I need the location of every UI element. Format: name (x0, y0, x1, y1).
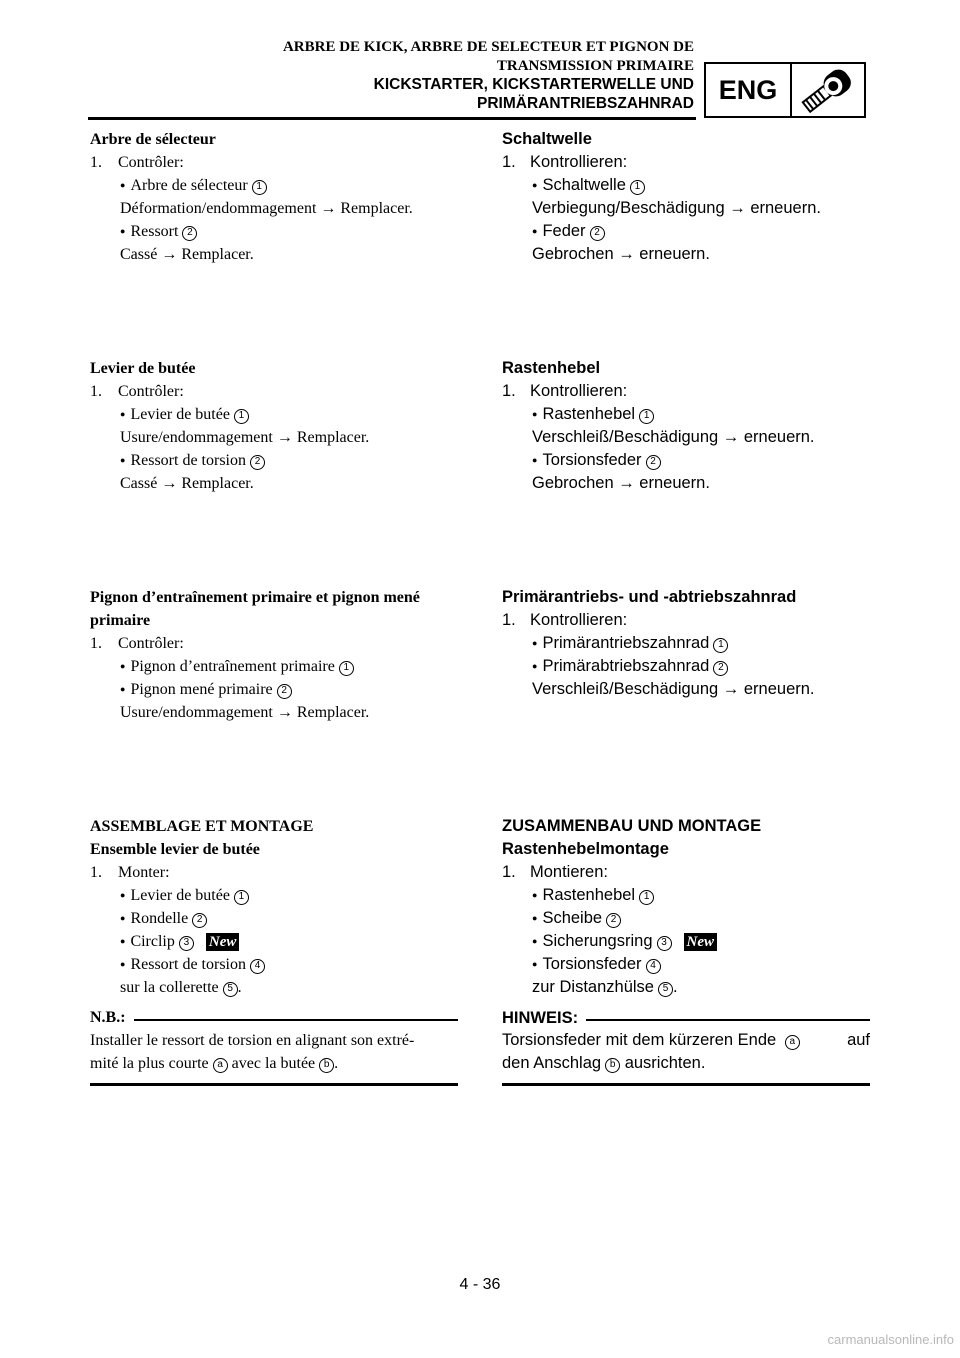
callout-number: 2 (250, 455, 265, 470)
callout-number: 5 (223, 982, 238, 997)
section-badge (704, 62, 866, 118)
bullet-detail: Verschleiß/Beschädigung → erneuern. (532, 680, 815, 698)
bullet-item: ● Levier de butée 1 (90, 884, 458, 907)
bullet-item: ● Ressort de torsion 2 (90, 449, 458, 472)
callout-number: 2 (590, 226, 605, 241)
bullet-detail: sur la collerette 5 . (120, 979, 242, 996)
section-heading: Arbre de sélecteur (90, 131, 216, 148)
callout-number: 1 (234, 409, 249, 424)
new-part-badge: New (684, 933, 718, 951)
section-heading: ZUSAMMENBAU UND MONTAGE (502, 817, 762, 835)
bullet-detail: Verbiegung/Beschädigung → erneuern. (532, 199, 821, 217)
note-rule (134, 1019, 458, 1022)
step-item: 1. Monter: (90, 864, 170, 881)
de-section-shift-shaft (502, 128, 870, 266)
step-item: 1. Kontrollieren: (502, 611, 628, 629)
note-end-rule (502, 1083, 870, 1086)
callout-number: 2 (277, 684, 292, 699)
bullet-item: ● Levier de butée 1 (90, 403, 458, 426)
note-body (502, 1029, 870, 1075)
callout-number: 2 (713, 661, 728, 676)
section-heading: Schaltwelle (502, 130, 592, 148)
fr-section-assembly (90, 815, 458, 1086)
step-item: 1. Kontrollieren: (502, 153, 628, 171)
de-section-assembly (502, 815, 870, 1086)
bullet-item: ● Rastenhebel 1 (502, 403, 870, 426)
header-title-de (374, 75, 694, 113)
note-end-rule (90, 1083, 458, 1086)
callout-number: 2 (182, 226, 197, 241)
bullet-item: ● Primärabtriebszahnrad 2 (502, 655, 870, 678)
callout-number: 1 (713, 638, 728, 653)
callout-number: 3 (179, 936, 194, 951)
bullet-detail: Cassé → Remplacer. (120, 475, 254, 492)
bullet-item: ● Circlip 3 New (90, 930, 458, 953)
section-heading-line1: Pignon d’entraînement primaire et pignon mené (90, 589, 420, 606)
note-title: N.B.: (90, 1009, 126, 1026)
fr-section-primary-gears (90, 586, 458, 724)
callout-letter: a (213, 1058, 228, 1073)
header-title-de-line1: KICKSTARTER, KICKSTARTERWELLE UND (373, 76, 694, 93)
bullet-item: ● Feder 2 (502, 220, 870, 243)
fr-section-stopper-lever (90, 357, 458, 495)
bullet-item: ● Ressort 2 (90, 220, 458, 243)
callout-letter: a (785, 1035, 800, 1050)
header-title-de-line2: PRIMÄRANTRIEBSZAHNRAD (477, 95, 694, 112)
callout-number: 1 (234, 890, 249, 905)
callout-number: 2 (606, 913, 621, 928)
bullet-item: ● Torsionsfeder 2 (502, 449, 870, 472)
new-part-badge: New (206, 933, 240, 951)
section-heading: ASSEMBLAGE ET MONTAGE (90, 818, 314, 835)
bullet-detail: Gebrochen → erneuern. (532, 474, 710, 492)
bullet-item: ● Primärantriebszahnrad 1 (502, 632, 870, 655)
header-title-fr-line2: TRANSMISSION PRIMAIRE (496, 58, 694, 74)
header-rule (88, 117, 696, 120)
watermark: carmanualsonline.info (827, 1332, 954, 1347)
bullet-item: ● Pignon d’entraînement primaire 1 (90, 655, 458, 678)
note-line: den Anschlag b ausrichten. (502, 1054, 706, 1072)
header-title-fr (283, 38, 694, 76)
bullet-item: ● Rastenhebel 1 (502, 884, 870, 907)
note-title: HINWEIS: (502, 1008, 579, 1027)
section-badge-label: ENG (706, 64, 792, 116)
step-item: 1. Contrôler: (90, 154, 184, 171)
bullet-item: ● Schaltwelle 1 (502, 174, 870, 197)
bullet-item: ● Pignon mené primaire 2 (90, 678, 458, 701)
callout-number: 4 (250, 959, 265, 974)
callout-number: 4 (646, 959, 661, 974)
callout-number: 1 (639, 409, 654, 424)
de-section-primary-gears (502, 586, 870, 701)
callout-number: 1 (639, 890, 654, 905)
note-line: Torsionsfeder mit dem kürzeren Ende a auf (502, 1031, 870, 1049)
callout-number: 2 (192, 913, 207, 928)
callout-letter: b (319, 1058, 334, 1073)
callout-number: 1 (630, 180, 645, 195)
subsection-heading: Ensemble levier de butée (90, 841, 260, 858)
section-heading: Levier de butée (90, 360, 196, 377)
bullet-detail: Cassé → Remplacer. (120, 246, 254, 263)
subsection-heading: Rastenhebelmontage (502, 840, 669, 858)
callout-number: 3 (657, 936, 672, 951)
callout-number: 1 (339, 661, 354, 676)
bullet-item: ● Arbre de sélecteur 1 (90, 174, 458, 197)
note-body (90, 1029, 458, 1075)
step-item: 1. Kontrollieren: (502, 382, 628, 400)
engine-bolt-icon (792, 64, 864, 116)
section-heading-line2: primaire (90, 612, 151, 629)
page-number: 4 - 36 (459, 1276, 501, 1293)
bullet-item: ● Torsionsfeder 4 (502, 953, 870, 976)
callout-number: 1 (252, 180, 267, 195)
callout-number: 5 (658, 982, 673, 997)
bullet-item: ● Sicherungsring 3 New (502, 930, 870, 953)
step-item: 1. Montieren: (502, 863, 608, 881)
bullet-item: ● Scheibe 2 (502, 907, 870, 930)
note-box-header (90, 1007, 458, 1029)
note-rule (586, 1019, 870, 1022)
section-heading: Primärantriebs- und -abtriebszahnrad (502, 588, 797, 606)
step-item: 1. Contrôler: (90, 383, 184, 400)
bullet-item: ● Rondelle 2 (90, 907, 458, 930)
note-box-header (502, 1007, 870, 1029)
note-line: Installer le ressort de torsion en alignant son extré- (90, 1032, 415, 1049)
callout-letter: b (605, 1058, 620, 1073)
header-title-fr-line1: ARBRE DE KICK, ARBRE DE SELECTEUR ET PIGNON DE (282, 39, 694, 55)
bullet-detail: zur Distanzhülse 5 . (532, 978, 678, 996)
bullet-item: ● Ressort de torsion 4 (90, 953, 458, 976)
bullet-detail: Usure/endommagement → Remplacer. (120, 704, 370, 721)
de-section-stopper-lever (502, 357, 870, 495)
bullet-detail: Gebrochen → erneuern. (532, 245, 710, 263)
note-line: mité la plus courte a avec la butée b . (90, 1055, 339, 1072)
section-heading: Rastenhebel (502, 359, 601, 377)
bullet-detail: Usure/endommagement → Remplacer. (120, 429, 370, 446)
bullet-detail: Verschleiß/Beschädigung → erneuern. (532, 428, 815, 446)
callout-number: 2 (646, 455, 661, 470)
bullet-detail: Déformation/endommagement → Remplacer. (120, 200, 413, 217)
step-item: 1. Contrôler: (90, 635, 184, 652)
fr-section-shift-shaft (90, 128, 458, 266)
